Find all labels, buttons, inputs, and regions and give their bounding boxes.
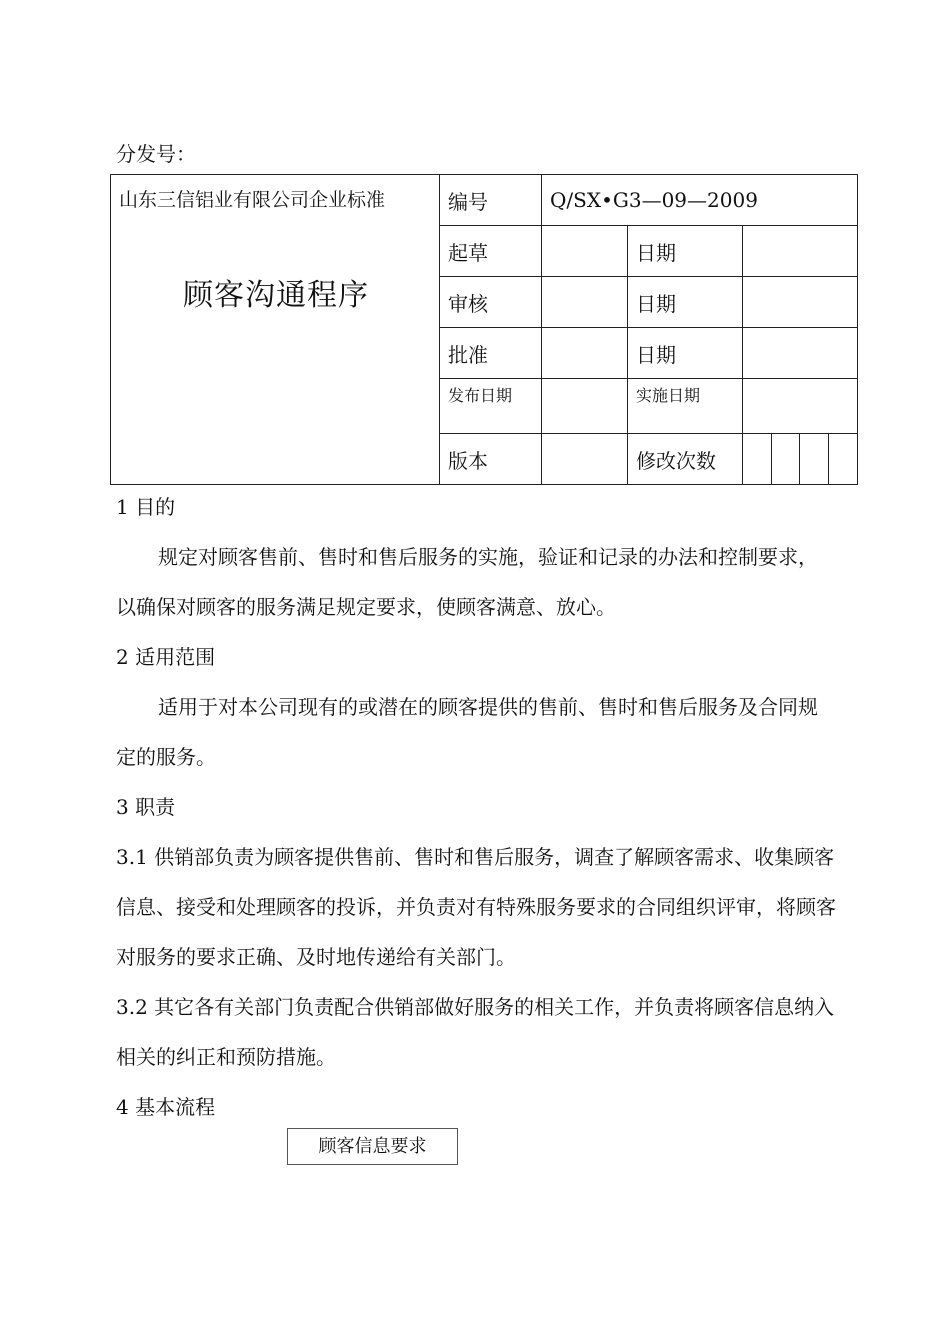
flow-box-customer-info: 顾客信息要求: [287, 1128, 458, 1165]
revision-box: [772, 434, 800, 485]
version-label: 版本: [440, 434, 542, 485]
section-heading-basic-flow: 4 基本流程: [116, 1095, 216, 1119]
draft-value: [542, 226, 628, 277]
revision-box: [800, 434, 829, 485]
responsibility-3-2: 3.2 其它各有关部门负责配合供销部做好服务的相关工作，并负责将顾客信息纳入相关的纠正和预防措施。: [116, 995, 835, 1069]
revision-box: [743, 434, 772, 485]
section-text-scope: 适用于对本公司现有的或潜在的顾客提供的售前、售时和售后服务及合同规定的服务。: [116, 695, 818, 769]
implementation-date-value: [743, 379, 858, 434]
title-cell: [111, 175, 440, 485]
section-text-purpose: 规定对顾客售前、售时和售后服务的实施，验证和记录的办法和控制要求，以确保对顾客的服务满足规定要求，使顾客满意、放心。: [116, 545, 818, 619]
company-standard-label: 山东三信铝业有限公司企业标准: [119, 189, 386, 211]
responsibility-3-1: 3.1 供销部负责为顾客提供售前、售时和售后服务，调查了解顾客需求、收集顾客信息、接受和处理顾客的投诉，并负责对有特殊服务要求的合同组织评审，将顾客对服务的要求正确、及时地传递给有关部门。: [116, 845, 836, 969]
version-value: [542, 434, 628, 485]
draft-date-value: [743, 226, 858, 277]
document-body: [116, 482, 836, 1132]
release-date-label: 发布日期: [440, 379, 542, 434]
review-value: [542, 277, 628, 328]
approve-value: [542, 328, 628, 379]
section-heading-purpose: 1 目的: [116, 495, 176, 519]
revision-count-label: 修改次数: [628, 434, 743, 485]
approve-date-value: [743, 328, 858, 379]
release-date-value: [542, 379, 628, 434]
review-date-label: 日期: [628, 277, 743, 328]
approve-date-label: 日期: [628, 328, 743, 379]
section-heading-scope: 2 适用范围: [116, 645, 216, 669]
review-date-value: [743, 277, 858, 328]
draft-date-label: 日期: [628, 226, 743, 277]
draft-label: 起草: [440, 226, 542, 277]
code-label: 编号: [440, 175, 542, 226]
document-header-table: [110, 174, 858, 485]
section-heading-responsibilities: 3 职责: [116, 795, 176, 819]
implementation-date-label: 实施日期: [628, 379, 743, 434]
revision-box: [829, 434, 858, 485]
approve-label: 批准: [440, 328, 542, 379]
review-label: 审核: [440, 277, 542, 328]
document-title: 顾客沟通程序: [183, 278, 369, 313]
distribution-number-label: 分发号：: [116, 142, 196, 166]
code-value: Q/SX•G3—09—2009: [542, 175, 858, 226]
